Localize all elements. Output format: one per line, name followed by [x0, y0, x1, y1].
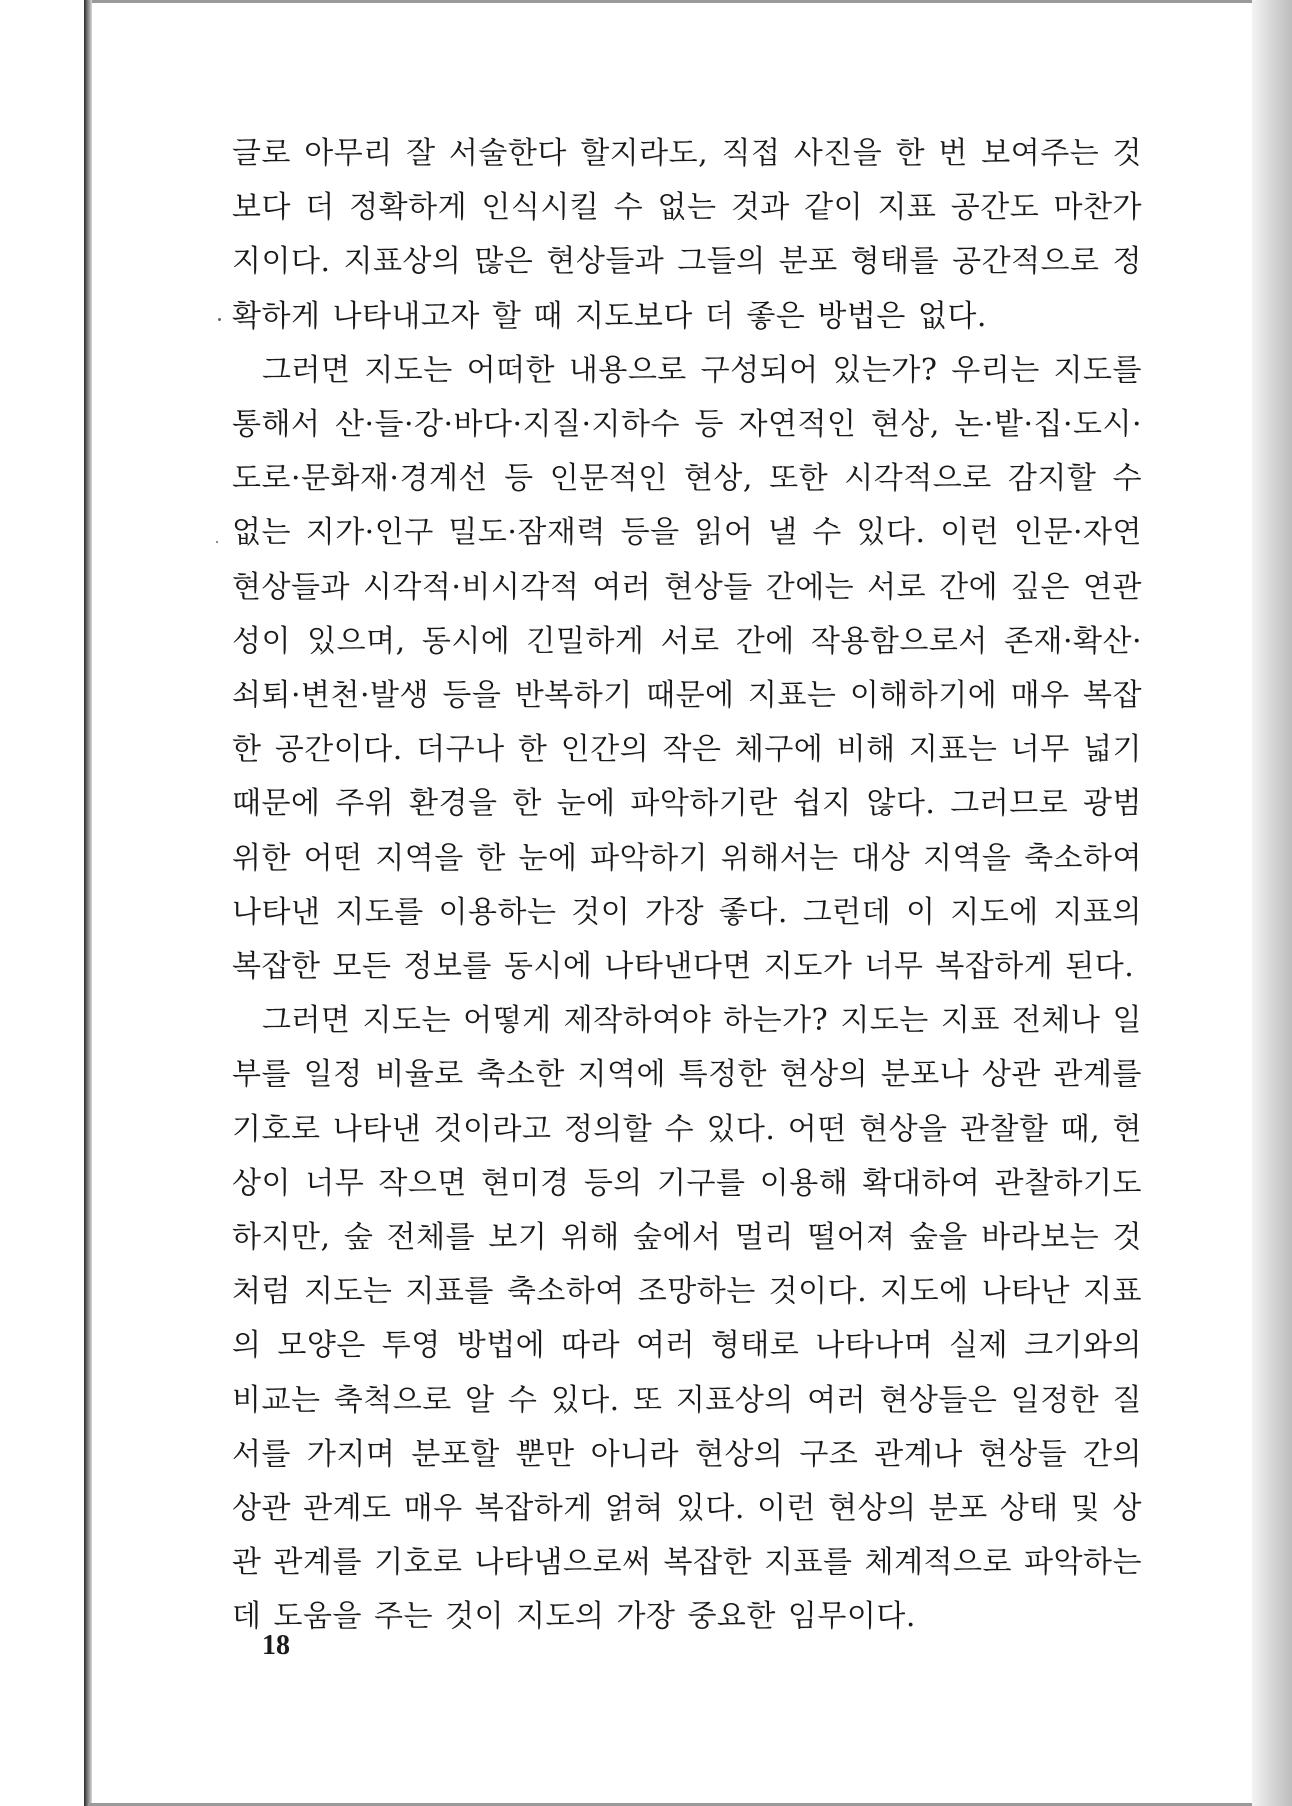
- scan-speck: [218, 318, 221, 321]
- paragraph-2: 그러면 지도는 어떠한 내용으로 구성되어 있는가? 우리는 지도를 통해서 산·들·강·바다·지질·지하수 등 자연적인 현상, 논·밭·집·도시·도로·문화재·경계선 등 인문적인 현상, 또한 시각적으로 감지할 수 없는 지가·인구 밀도·잠재력 등을 읽어 낼 수 있다. 이런 인문·자연 현상들과 시각적·비시각적 여러 현상들 간에는 서로 간에 깊은 연관성이 있으며, 동시에 긴밀하게 서로 간에 작용함으로서 존재·확산·쇠퇴·변천·발생 등을 반복하기 때문에 지표는 이해하기에 매우 복잡한 공간이다. 더구나 한 인간의 작은 체구에 비해 지표는 너무 넓기 때문에 주위 환경을 한 눈에 파악하기란 쉽지 않다. 그러므로 광범위한 어떤 지역을 한 눈에 파악하기 위해서는 대상 지역을 축소하여 나타낸 지도를 이용하는 것이 가장 좋다. 그런데 이 지도에 지표의 복잡한 모든 정보를 동시에 나타낸다면 지도가 너무 복잡하게 된다.: [232, 352, 1142, 985]
- page-top-edge: [88, 0, 1264, 3]
- page-right-shadow: [1252, 0, 1292, 1806]
- book-spine-edge: [84, 0, 92, 1806]
- scan-speck: [216, 541, 218, 543]
- paragraph-3: 그러면 지도는 어떻게 제작하여야 하는가? 지도는 지표 전체나 일부를 일정 비율로 축소한 지역에 특정한 현상의 분포나 상관 관계를 기호로 나타낸 것이라고 정의할 수 있다. 어떤 현상을 관찰할 때, 현상이 너무 작으면 현미경 등의 기구를 이용해 확대하여 관찰하기도 하지만, 숲 전체를 보기 위해 숲에서 멀리 떨어져 숲을 바라보는 것처럼 지도는 지표를 축소하여 조망하는 것이다. 지도에 나타난 지표의 모양은 투영 방법에 따라 여러 형태로 나타나며 실제 크기와의 비교는 축척으로 알 수 있다. 또 지표상의 여러 현상들은 일정한 질서를 가지며 분포할 뿐만 아니라 현상의 구조 관계나 현상들 간의 상관 관계도 매우 복잡하게 얽혀 있다. 이런 현상의 분포 상태 및 상관 관계를 기호로 나타냄으로써 복잡한 지표를 체계적으로 파악하는 데 도움을 주는 것이 지도의 가장 중요한 임무이다.: [232, 1003, 1142, 1635]
- page-number: 18: [262, 1630, 290, 1661]
- paragraph-1: 글로 아무리 잘 서술한다 할지라도, 직접 사진을 한 번 보여주는 것보다 더 정확하게 인식시킬 수 없는 것과 같이 지표 공간도 마찬가지이다. 지표상의 많은 현상들과 그들의 분포 형태를 공간적으로 정확하게 나타내고자 할 때 지도보다 더 좋은 방법은 없다.: [232, 136, 1142, 334]
- body-text: [232, 127, 1142, 1645]
